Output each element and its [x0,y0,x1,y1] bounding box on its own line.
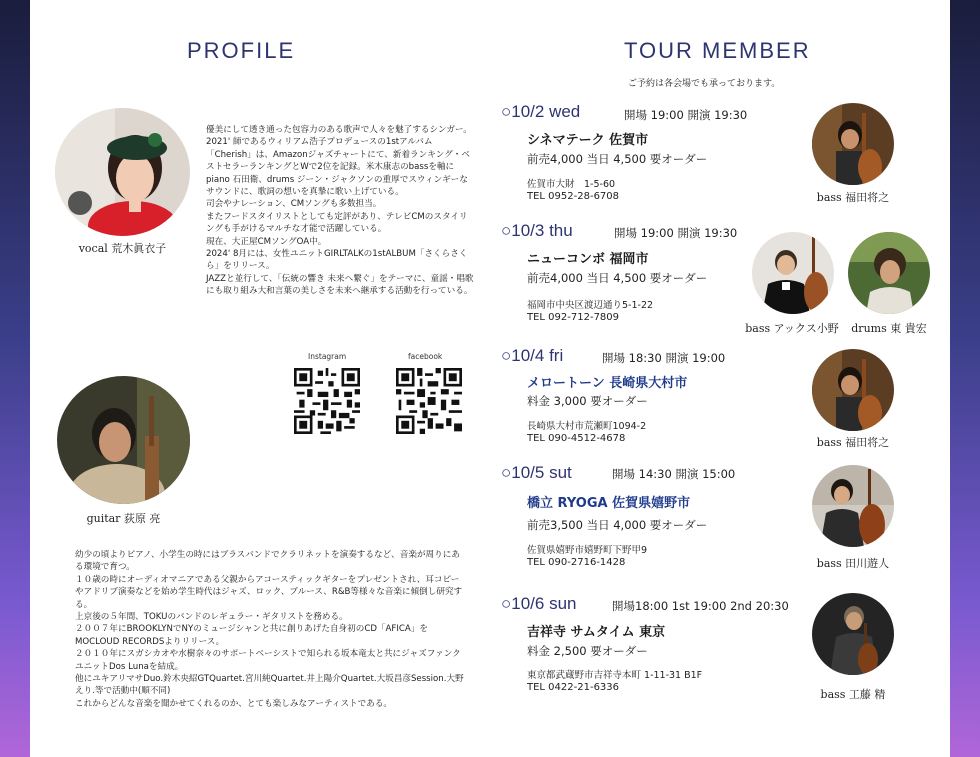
event-price: 前売4,000 当日 4,500 要オーダー [527,271,708,285]
event-price: 前売4,000 当日 4,500 要オーダー [527,152,708,166]
event-address: 佐賀市大財 1-5-60 [527,179,616,190]
member-photo-kudo [812,593,894,675]
vocal-caption: vocal 荒木眞衣子 [78,242,167,255]
event-tel: TEL 0422-21-6336 [527,682,620,693]
flyer-page [30,0,950,757]
event-venue: メロートーン 長崎県大村市 [527,376,688,391]
event-venue: 橋立 RYOGA 佐賀県嬉野市 [527,496,691,511]
member-photo-higashi [848,232,930,314]
instagram-label: Instagram [308,352,347,361]
vocal-bio: 優美にして透き通った包容力のある歌声で人々を魅了するシンガー。 2021' 師であるウィリアム浩子プロデュースの1stアルバム「Cherish」は、Amazonジャズチャートにて、新着ランキング・ベストセラーランキングとWで2位を記録。米木康志のbassを軸にpiano 石田衛、drums ジーン・ジャクソンの重厚でスウィンギーなサウンドに、歌詞の想いを真摯に歌い上げている。 司会やナレーション、CMソングも多数担当。 またフードスタイリストとしても定評があり、テレビCMのスタイリングも手がけるマルチな才能で活躍している。 現在、大正屋CMソングOA中。 2024' 8月には、女性ユニットGIRLTALKの1stALBUM「さくらさくら」をリリース。 JAZZと並行して、「伝統の響き 未来へ繋ぐ」をテーマに、童謡・唱歌にも取り組み大和言葉の美しさを未来へ継承する活動を行っている。 [206,125,474,297]
member-caption: bass 福田将之 [816,436,890,449]
member-caption: bass 田川遊人 [816,557,890,570]
event-tel: TEL 090-4512-4678 [527,433,626,444]
event-price: 料金 3,000 要オーダー [527,394,648,408]
member-photo-fukuda-2 [812,349,894,431]
event-time: 開場 19:00 開演 19:30 [614,226,738,240]
event-address: 長崎県大村市荒瀬町1094-2 [527,421,647,432]
reservation-note: ご予約は各会場でも承っております。 [628,79,781,89]
event-time: 開場18:00 1st 19:00 2nd 20:30 [612,599,789,613]
guitar-caption: guitar 荻原 亮 [86,512,161,525]
event-tel: TEL 0952-28-6708 [527,191,620,202]
facebook-label: facebook [408,352,443,361]
event-date: ○10/2 wed [501,102,581,121]
vocal-photo [55,108,190,236]
member-photo-tagawa [812,465,894,547]
event-venue: シネマテーク 佐賀市 [527,133,649,148]
event-price: 前売3,500 当日 4,000 要オーダー [527,518,708,532]
event-time: 開場 14:30 開演 15:00 [612,467,736,481]
guitar-photo [57,376,190,504]
guitar-bio: 幼少の頃よりピアノ、小学生の時にはブラスバンドでクラリネットを演奏するなど、音楽が周りにある環境で育つ。 １０歳の時にオーディオマニアである父親からアコースティックギターをプレゼントされ、耳コピーやアドリブ演奏などを始め学生時代はジャズ、ロック、ブルース、R&B等様々な音楽に傾倒し研究する。 上京後の５年間、TOKUのバンドのレギュラー・ギタリストを務める。 ２００７年にBROOKLYNでNYのミュージシャンと共に創りあげた自身初のCD「AFICA」をMOCLOUD RECORDSよりリリース。 ２０１０年にスガシカオや水樹奈々のサポートベーシストで知られる坂本竜太と共にジャズファンクユニットDos Lunaを結成。 他にユキアリマサDuo.鈴木央紹GTQuartet.宮川純Quartet.井上陽介Quartet.大坂昌彦Session.大野えり.等で活動中(順不同) これからどんな音楽を聞かせてくれるのか、とても楽しみなアーティストである。 [75,550,464,709]
profile-heading: PROFILE [187,38,296,63]
member-caption: bass 工藤 精 [820,688,886,701]
event-time: 開場 19:00 開演 19:30 [624,108,748,122]
event-address: 福岡市中央区渡辺通り5-1-22 [527,300,654,311]
event-date: ○10/5 sut [501,463,572,482]
event-address: 佐賀県嬉野市嬉野町下野甲9 [527,545,648,556]
event-time: 開場 18:30 開演 19:00 [602,351,726,365]
member-photo-ono [752,232,834,314]
event-tel: TEL 090-2716-1428 [527,557,626,568]
tour-member-heading: TOUR MEMBER [624,38,811,63]
member-caption: drums 東 貴宏 [851,322,927,335]
facebook-qr-code[interactable] [396,368,462,434]
event-address: 東京都武蔵野市吉祥寺本町 1-11-31 B1F [527,670,703,681]
event-date: ○10/4 fri [501,346,564,365]
event-tel: TEL 092-712-7809 [527,312,620,323]
member-caption: bass アックス小野 [745,322,839,335]
event-price: 料金 2,500 要オーダー [527,644,648,658]
event-date: ○10/3 thu [501,221,573,240]
member-caption: bass 福田将之 [816,191,890,204]
event-date: ○10/6 sun [501,594,577,613]
member-photo-fukuda-1 [812,103,894,185]
event-venue: 吉祥寺 サムタイム 東京 [527,625,666,640]
event-venue: ニューコンボ 福岡市 [527,252,649,267]
instagram-qr-code[interactable] [294,368,360,434]
